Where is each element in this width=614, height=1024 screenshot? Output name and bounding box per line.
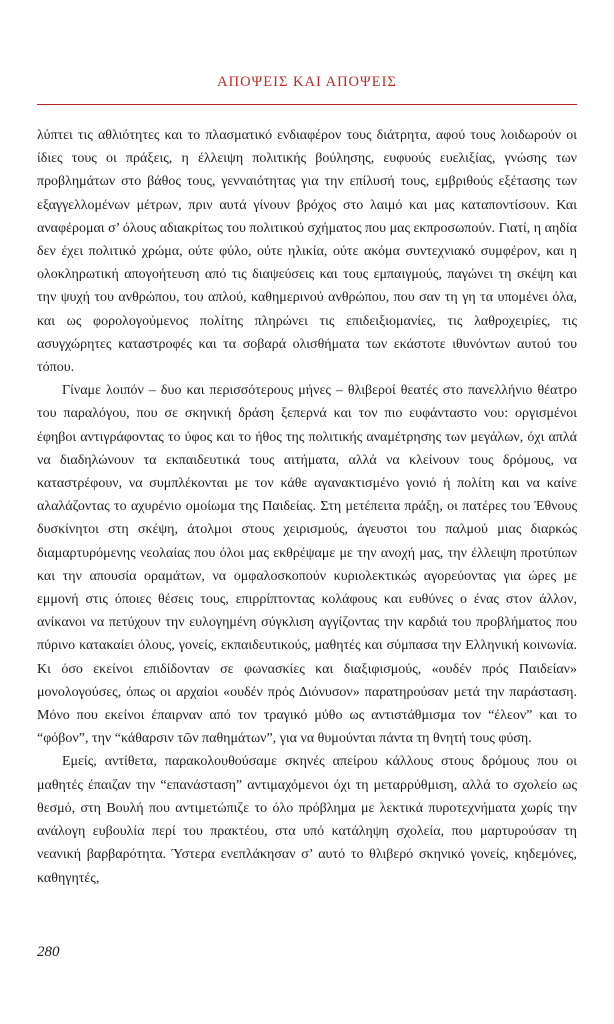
running-header: ΑΠΟΨΕΙΣ ΚΑΙ ΑΠΟΨΕΙΣ (217, 74, 397, 90)
paragraph: Γίναμε λοιπόν – δυο και περισσότερους μήνες – θλιβεροί θεατές στο πανελλήνιο θέατρο του παραλόγου, που σε σκηνική δράση ξεπερνά και τον πιο ευφάνταστο νου: οργισμένοι έφηβοι αντιγράφοντας το ύφος και το ήθος της πολιτικής αναμέτρησης των μεγάλων, όχι απλά να διαδηλώνουν τα εκπαιδευτικά τους αιτήματα, αλλά να κλείνουν τους δρόμους, να καταστρέφουν, να συμπλέκονται με τον κάθε αγανακτισμένο γονιό ή πολίτη και να καίνε αλαλάζοντας το αχυρένιο ομοίωμα της Παιδείας. Στη μετέπειτα πράξη, οι πατέρες του Έθνους δυσκίνητοι στη σκέψη, άτολμοι στους χειρισμούς, άγευστοι του παλμού μιας διαρκώς διαμαρτυρόμενης νεολαίας που όλοι μας εκθρέψαμε με την ανοχή μας, την έλλειψη προτύπων και την απουσία οραμάτων, να ομφαλοσκοπούν κυριολεκτικώς αγορεύοντας για ώρες με εμμονή στις όποιες θέσεις τους, επιρρίπτοντας κολάφους και ευθύνες ο ένας στον άλλον, ανίκανοι να πετύχουν την ευλογημένη σύγκλιση αγγίζοντας την καρδιά του προβλήματος που πύρινο κατακαίει όλους, γονείς, εκπαιδευτικούς, μαθητές και σύμπασα την Ελληνική κοινωνία. Κι όσο εκείνοι επιδίδονταν σε φωνασκίες και διαξιφισμούς, «ουδέν πρός Παιδείαν» μονολογούσες, όπως οι αρχαίοι «ουδέν πρός Διόνυσον» παρατηρούσαν μετά την παράσταση. Μόνο που εκείνοι έπαιρναν από τον τραγικό μύθο ως αντιστάθμισμα τον “έλεον” και το “φόβον”, την “κάθαρσιν τῶν παθημάτων”, για να θυμούνται πάντα τη θνητή τους φύση. (37, 383, 577, 747)
header-rule (37, 104, 577, 105)
paragraph: λύπτει τις αθλιότητες και το πλασματικό ενδιαφέρον τους διάτρητα, αφού τους λοιδωρούν οι ίδιες τους οι πράξεις, η έλλειψη πολιτικής βούλησης, ευφυούς ευελιξίας, γνώσης των προβλημάτων στο βάθος τους, γενναιότητας για την επίλυσή τους, εμβριθούς εξέτασης των εξαγγελλομένων μέτρων, πριν αυτά γίνουν βρόχος στο λαιμό και μας καταποντίσουν. Και αναφέρομαι σ’ όλους αδιακρίτως του πολιτικού σχήματος που μας εκπροσωπούν. Γιατί, η αηδία δεν έχει πολιτικό χρώμα, ούτε φύλο, ούτε ηλικία, ούτε ακόμα συντεχνιακό συμφέρον, και η ολοκληρωτική απογοήτευση από τις διαψεύσεις και τους εμπαιγμούς, παγώνει τη σκέψη και την ψυχή του ανθρώπου, του απλού, καθημερινού ανθρώπου, που σαν τη γη τα υπομένει όλα, και ως φορολογούμενος πολίτης πληρώνει τις επιδειξιομανίες, τις λαθροχειρίες, τις ασυγχώρητες καταστροφές και τα σοβαρά ολισθήματα των εκάστοτε ιθυνόντων αυτού του τόπου. (37, 128, 577, 376)
paragraph: Εμείς, αντίθετα, παρακολουθούσαμε σκηνές απείρου κάλλους στους δρόμους που οι μαθητές έπαιζαν την “επανάσταση” αντιμαχόμενοι όχι τη μεταρρύθμιση, αλλά το σχολείο ως θεσμό, στη Βουλή που αντιμετώπιζε το όλο πρόβλημα με λεκτικά πυροτεχνήματα χωρίς την ανάλογη ευβουλία περί του πρακτέου, στα υπό κατάληψη σχολεία, που μαρτυρούσαν τη νεανική βαρβαρότητα. Ύστερα ενεπλάκησαν σ’ αυτό το θλιβερό σκηνικό γονείς, κηδεμόνες, καθηγητές, (37, 754, 577, 886)
page-number: 280 (37, 944, 60, 960)
body-text (37, 124, 577, 890)
